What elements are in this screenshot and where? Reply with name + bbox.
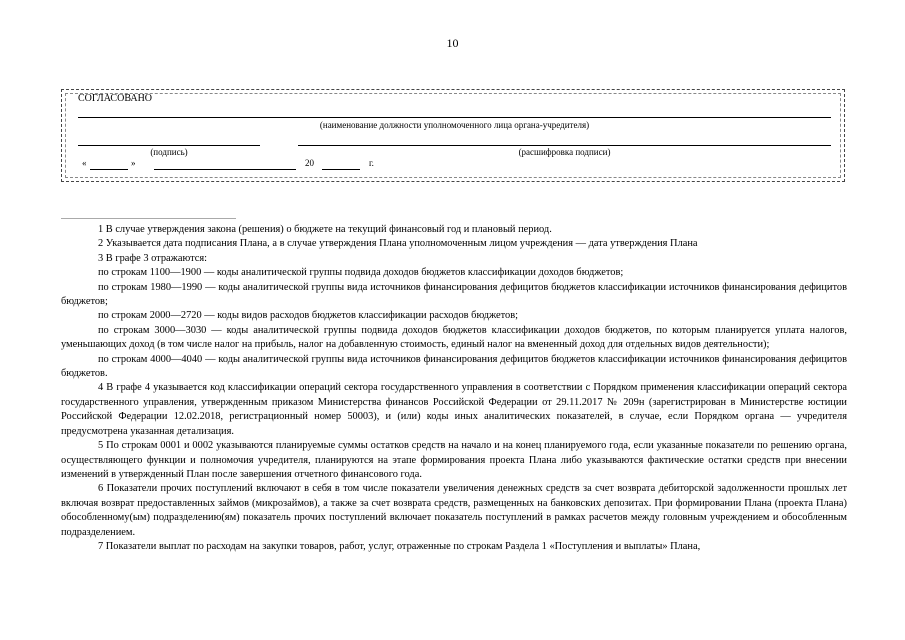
date-day-line	[90, 169, 128, 170]
decoding-caption: (расшифровка подписи)	[518, 147, 611, 157]
approval-inner-frame	[65, 93, 841, 178]
footnote-4: 4 В графе 4 указывается код классификации операций сектора государственного управления в соответствии с Порядком применения классификации операций сектора государственного управления, утвержденным приказом Министерства финансов Российской Федерации от 29.11.2017 № 209н (зарегистрирован в Министерстве юстиции Российской Федерации 12.02.2018, регистрационный номер 50003), и (или) коды иных аналитических показателей, в случае, если Порядком органа — учредителя предусмотрена указанная детализация.	[61, 382, 847, 437]
footnote-3-item: по строкам 1980—1990 — коды аналитической группы вида источников финансирования дефицитов бюджетов классификации источников финансирования дефицитов бюджетов;	[61, 281, 847, 308]
footnote-5: 5 По строкам 0001 и 0002 указываются планируемые суммы остатков средств на начало и на конец планируемого года, если указанные показатели по решению органа, осуществляющего функции и полномочия учредителя, планируются на этапе формирования проекта Плана либо указываются фактические остатки средств при внесении изменений в утвержденный План после завершения отчетного финансового года.	[61, 440, 847, 480]
signature-caption: (подпись)	[150, 147, 188, 157]
date-quote-close: »	[131, 158, 136, 168]
footnote-3-item: по строкам 2000—2720 — коды видов расходов бюджетов классификации расходов бюджетов;	[98, 310, 519, 322]
approval-title: СОГЛАСОВАНО	[78, 93, 153, 104]
date-quote-open: «	[82, 158, 87, 168]
signature-line	[78, 145, 260, 146]
position-caption: (наименование должности уполномоченного лица органа-учредителя)	[319, 120, 590, 130]
position-line	[78, 117, 831, 118]
footnote-7: 7 Показатели выплат по расходам на закупки товаров, работ, услуг, отраженные по строкам Раздела 1 «Поступления и выплаты» Плана,	[98, 540, 701, 552]
footnote-2: 2 Указывается дата подписания Плана, а в случае утверждения Плана уполномоченным лицом учреждения — дата утверждения Плана	[98, 238, 698, 250]
decoding-line	[298, 145, 831, 146]
date-year-suffix: г.	[369, 158, 374, 168]
date-month-line	[154, 169, 296, 170]
footnote-3-item: по строкам 4000—4040 — коды аналитической группы вида источников финансирования дефицитов бюджетов классификации источников финансирования дефицитов бюджетов.	[61, 353, 847, 380]
page-number: 10	[446, 36, 459, 50]
footnote-3: 3 В графе 3 отражаются:	[98, 252, 208, 264]
footnote-3-item: по строкам 3000—3030 — коды аналитической группы подвида доходов бюджетов классификации доходов бюджетов, по которым планируется уплата налогов, уменьшающих доход (в том числе налог на прибыль, налог на добавленную стоимость, единый налог на вмененный доход для отдельных видов деятельности);	[61, 324, 847, 351]
footnote-1: 1 В случае утверждения закона (решения) о бюджете на текущий финансовый год и плановый период.	[98, 224, 552, 235]
date-year-line	[322, 169, 360, 170]
footnotes	[61, 223, 847, 554]
footnote-6: 6 Показатели прочих поступлений включают в себя в том числе показатели увеличения денежных средств за счет возврата дебиторской задолженности прошлых лет включая возврат предоставленных займов (микрозаймов), а также за счет возврата средств, размещенных на банковских депозитах. При формировании Плана (проекта Плана) обособленному(ым) подразделению(ям) показатель прочих поступлений включает показатель поступлений в рамках расчетов между головным учреждением и обособленным подразделением.	[61, 483, 847, 538]
footnote-3-item: по строкам 1100—1900 — коды аналитической группы подвида доходов бюджетов классификации доходов бюджетов;	[98, 267, 624, 279]
date-year-prefix: 20	[305, 158, 314, 168]
footnote-separator	[61, 218, 236, 219]
